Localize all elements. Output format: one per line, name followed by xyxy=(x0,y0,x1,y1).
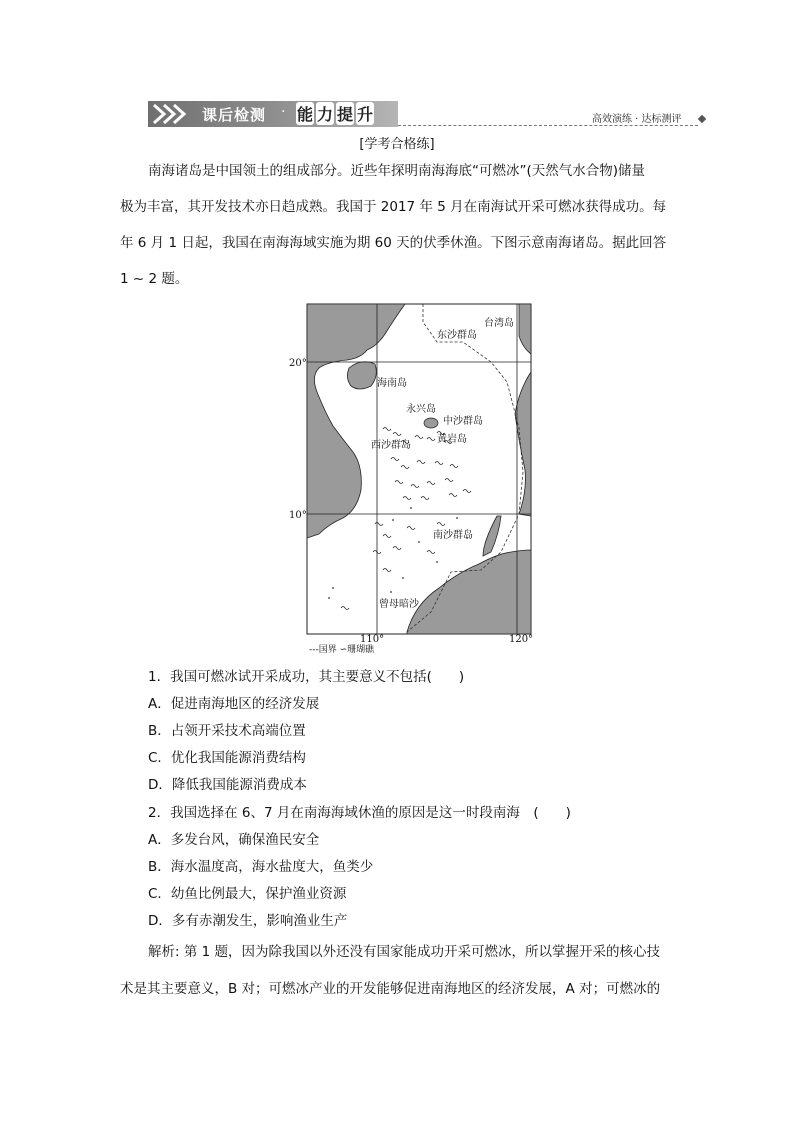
question-option: D．多有赤潮发生，影响渔业生产 xyxy=(148,913,348,929)
question-stem: 2．我国选择在 6、7 月在南海海域休渔的原因是这一时段南海 ( ) xyxy=(148,805,571,821)
hainan-island xyxy=(347,362,376,389)
intro-line: 1 ~ 2 题。 xyxy=(120,271,189,287)
question-option: D．降低我国能源消费成本 xyxy=(148,777,307,793)
diamond-icon xyxy=(698,115,706,123)
place-label: 永兴岛 xyxy=(406,404,436,415)
intro-line: 极为丰富，其开发技术亦日趋成熟。我国于 2017 年 5 月在南海试开采可燃冰获得成功。每 xyxy=(120,199,667,215)
banner-char: 升 xyxy=(356,102,374,125)
lon-label: 110° xyxy=(360,634,385,645)
banner-char: 提 xyxy=(336,102,354,125)
place-label: 东沙群岛 xyxy=(437,330,477,341)
place-label: 南沙群岛 xyxy=(433,530,473,541)
zhongsha-bank xyxy=(424,418,438,428)
lon-label: 120° xyxy=(509,634,534,645)
question-option: C．幼鱼比例最大，保护渔业资源 xyxy=(148,886,347,902)
place-label: 台湾岛 xyxy=(484,318,514,329)
intro-paragraph xyxy=(120,158,680,293)
question-option: A．促进南海地区的经济发展 xyxy=(148,696,320,712)
banner-char: 能 xyxy=(296,102,314,125)
place-label: 曾母暗沙 xyxy=(379,599,419,610)
explanation-line: 解析: 第 1 题，因为除我国以外还没有国家能成功开采可燃冰，所以掌握开采的核心技 xyxy=(148,944,661,960)
lat-label: 20° xyxy=(289,358,307,369)
header-tag: 高效演练 · 达标测评 xyxy=(592,114,682,125)
intro-line: 南海诸岛是中国领土的组成部分。近些年探明南海海底“可燃冰”(天然气水合物)储量 xyxy=(148,163,646,179)
chevrons-icon xyxy=(152,103,192,125)
intro-line: 年 6 月 1 日起，我国在南海海域实施为期 60 天的伏季休渔。下图示意南海诸岛。据此回答 xyxy=(120,235,667,251)
explanation-line: 术是其主要意义，B 对；可燃冰产业的开发能够促进南海地区的经济发展，A 对；可燃冰的 xyxy=(120,981,661,997)
banner-title: 课后检测 xyxy=(202,106,267,124)
section-subtitle: [学考合格练] xyxy=(359,137,435,152)
place-label: 黄岩岛 xyxy=(437,434,467,445)
explanation xyxy=(120,937,680,1005)
question-stem: 1．我国可燃冰试开采成功，其主要意义不包括( ) xyxy=(148,669,465,685)
banner-emphasis xyxy=(296,102,376,125)
place-label: 中沙群岛 xyxy=(443,416,483,427)
south-china-sea-map xyxy=(287,302,537,654)
question-option: B．海水温度高，海水盐度大，鱼类少 xyxy=(148,859,374,875)
lat-label: 10° xyxy=(289,510,307,521)
banner-dot: · xyxy=(281,104,286,120)
banner-char: 力 xyxy=(316,102,334,125)
question-option: C．优化我国能源消费结构 xyxy=(148,750,306,766)
question-option: B．占领开采技术高端位置 xyxy=(148,723,306,739)
map-legend: ---国界 ∽珊瑚礁 xyxy=(309,645,375,654)
place-label: 海南岛 xyxy=(377,378,407,389)
header-rule xyxy=(398,125,698,126)
place-label: 西沙群岛 xyxy=(371,440,411,451)
question-option: A．多发台风，确保渔民安全 xyxy=(148,832,320,848)
section-banner xyxy=(148,101,398,127)
